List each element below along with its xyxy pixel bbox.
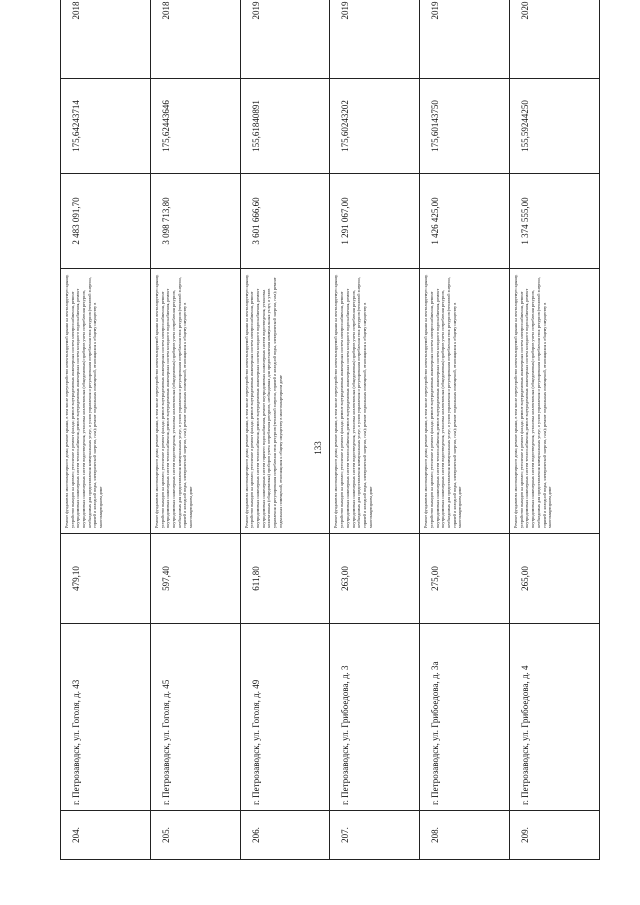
row-address: г. Петрозаводск, ул. Грибоедова, д. 3а: [420, 624, 510, 811]
row-rate: 175,64243714: [61, 79, 151, 174]
row-works: Ремонт фундамента многоквартирного дома; ремонт крыши, в том числе переустройство невентилируемой крыши на вентилируемую крышу, устройство выходов на кровлю; утепление и ремонт фасада; ремонт внутридомовых инженерных систем электроснабжения, ремонт внутридомовых инженерных систем теплоснабжения, ремонт внутридомовых инженерных систем холодного водоснабжения, ремонт внутридомовых инженерных систем водоотведения, установка коллективных (общедомовых) приборов учета потребления ресурсов, необходимых для предоставления коммунальных услуг, и узлов управления и регулирования потребления этих ресурсов (тепловой энергии, горячей и холодной воды, электрической энергии, газа); ремонт подвальных помещений, относящихся к общему имуществу в многоквартирном доме: [61, 269, 151, 534]
row-cost: 1 426 425,00: [420, 174, 510, 269]
row-area: 611,80: [240, 534, 330, 624]
row-year: 2020: [510, 0, 600, 79]
row-area: 479,10: [61, 534, 151, 624]
row-year: 2019: [240, 0, 330, 79]
row-cost: 1 291 067,00: [330, 174, 420, 269]
table-row: [240, 0, 330, 860]
table-row: [510, 0, 600, 860]
table-row: [150, 0, 240, 860]
row-address: г. Петрозаводск, ул. Грибоедова, д. 3: [330, 624, 420, 811]
row-works: Ремонт фундамента многоквартирного дома; ремонт крыши, в том числе переустройство невентилируемой крыши на вентилируемую крышу, устройство выходов на кровлю; утепление и ремонт фасада; ремонт внутридомовых инженерных систем электроснабжения, ремонт внутридомовых инженерных систем теплоснабжения, ремонт внутридомовых инженерных систем холодного водоснабжения, ремонт внутридомовых инженерных систем водоотведения, установка коллективных (общедомовых) приборов учета потребления ресурсов, необходимых для предоставления коммунальных услуг, и узлов управления и регулирования потребления этих ресурсов (тепловой энергии, горячей и холодной воды, электрической энергии, газа); ремонт подвальных помещений, относящихся к общему имуществу в многоквартирном доме: [150, 269, 240, 534]
row-cost: 1 374 555,00: [510, 174, 600, 269]
table-wrap: [60, 1, 600, 860]
row-area: 265,00: [510, 534, 600, 624]
row-number: 204.: [61, 811, 151, 860]
row-works: Ремонт фундамента многоквартирного дома; ремонт крыши, в том числе переустройство невентилируемой крыши на вентилируемую крышу, устройство выходов на кровлю; утепление и ремонт фасада; ремонт внутридомовых инженерных систем электроснабжения, ремонт внутридомовых инженерных систем теплоснабжения, ремонт внутридомовых инженерных систем холодного водоснабжения, ремонт внутридомовых инженерных систем водоотведения, установка коллективных (общедомовых) приборов учета потребления ресурсов, необходимых для предоставления коммунальных услуг, и узлов управления и регулирования потребления этих ресурсов (тепловой энергии, горячей и холодной воды, электрической энергии, газа); ремонт подвальных помещений, относящихся к общему имуществу в многоквартирном доме: [420, 269, 510, 534]
row-rate: 175,62443646: [150, 79, 240, 174]
row-cost: 2 483 091,70: [61, 174, 151, 269]
row-number: 206.: [240, 811, 330, 860]
row-works: Ремонт фундамента многоквартирного дома; ремонт крыши, в том числе переустройство невентилируемой крыши на вентилируемую крышу, устройство выходов на кровлю; утепление и ремонт фасада; ремонт внутридомовых инженерных систем электроснабжения, ремонт внутридомовых инженерных систем теплоснабжения, ремонт внутридомовых инженерных систем холодного водоснабжения, ремонт внутридомовых инженерных систем водоотведения, установка коллективных (общедомовых) приборов учета потребления ресурсов, необходимых для предоставления коммунальных услуг, и узлов управления и регулирования потребления этих ресурсов (тепловой энергии, горячей и холодной воды, электрической энергии, газа); ремонт подвальных помещений, относящихся к общему имуществу в многоквартирном доме: [330, 269, 420, 534]
row-cost: 3 098 713,80: [150, 174, 240, 269]
row-area: 263,00: [330, 534, 420, 624]
row-number: 209.: [510, 811, 600, 860]
page-number: 133: [313, 441, 323, 455]
row-rate: 155,59244250: [510, 79, 600, 174]
row-rate: 175,60143750: [420, 79, 510, 174]
row-address: г. Петрозаводск, ул. Гоголя, д. 45: [150, 624, 240, 811]
row-rate: 175,60243202: [330, 79, 420, 174]
rotated-table-area: [60, 1, 600, 860]
row-area: 275,00: [420, 534, 510, 624]
row-number: 207.: [330, 811, 420, 860]
row-year: 2018: [150, 0, 240, 79]
row-rate: 155,61840891: [240, 79, 330, 174]
row-year: 2019: [330, 0, 420, 79]
row-year: 2019: [420, 0, 510, 79]
row-cost: 3 601 666,60: [240, 174, 330, 269]
row-works: Ремонт фундамента многоквартирного дома; ремонт крыши, в том числе переустройство невентилируемой крыши на вентилируемую крышу, устройство выходов на кровлю; утепление и ремонт фасада; ремонт внутридомовых инженерных систем электроснабжения, ремонт внутридомовых инженерных систем теплоснабжения, ремонт внутридомовых инженерных систем холодного водоснабжения, ремонт внутридомовых инженерных систем горячего водоснабжения, ремонт внутридомовых инженерных систем водоотведения, установка коллективных (общедомовых) приборов учета потребления ресурсов, необходимых для предоставления коммунальных услуг, и узлов управления и регулирования потребления этих ресурсов (тепловой энергии, горячей и холодной воды, электрической энергии, газа); ремонт подвальных помещений, относящихся к общему имуществу в многоквартирном доме: [240, 269, 330, 534]
row-number: 205.: [150, 811, 240, 860]
table-row: [61, 0, 151, 860]
row-number: 208.: [420, 811, 510, 860]
row-address: г. Петрозаводск, ул. Грибоедова, д. 4: [510, 624, 600, 811]
row-address: г. Петрозаводск, ул. Гоголя, д. 49: [240, 624, 330, 811]
table-row: [420, 0, 510, 860]
row-address: г. Петрозаводск, ул. Гоголя, д. 43: [61, 624, 151, 811]
row-year: 2018: [61, 0, 151, 79]
row-works: Ремонт фундамента многоквартирного дома; ремонт крыши, в том числе переустройство невентилируемой крыши на вентилируемую крышу, устройство выходов на кровлю; утепление и ремонт фасада; ремонт внутридомовых инженерных систем электроснабжения, ремонт внутридомовых инженерных систем теплоснабжения, ремонт внутридомовых инженерных систем холодного водоснабжения, ремонт внутридомовых инженерных систем водоотведения, установка коллективных (общедомовых) приборов учета потребления ресурсов, необходимых для предоставления коммунальных услуг, и узлов управления и регулирования потребления этих ресурсов (тепловой энергии, горячей и холодной воды, электрической энергии, газа); ремонт подвальных помещений, относящихся к общему имуществу в многоквартирном доме: [510, 269, 600, 534]
registry-table: [60, 0, 600, 860]
row-area: 597,40: [150, 534, 240, 624]
table-row: [330, 0, 420, 860]
